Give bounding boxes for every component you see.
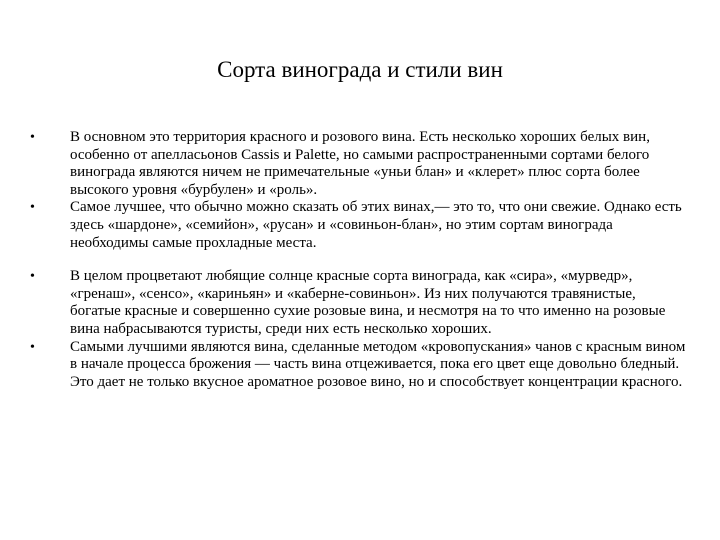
bullet-text: Самыми лучшими являются вина, сделанные методом «кровопускания» чанов с красным вином в начале процесса брожения — часть вина отцеживается, пока его цвет еще довольно бледный. Это дает не только вкусное ароматное розовое вино, но и способствует концентрации красного.	[70, 338, 686, 390]
bullet-item	[30, 199, 690, 252]
bullet-text: В целом процветают любящие солнце красные сорта винограда, как «сира», «мурведр», «гренаш», «сенсо», «кариньян» и «каберне-совиньон». Из них получаются травянистые, богатые красные и совершенно сухие розовые вина, и несмотря на то что именно на розовые вина набрасываются туристы, среди них есть несколько хороших.	[70, 268, 666, 337]
bullet-text: В основном это территория красного и розового вина. Есть несколько хороших белых вин, особенно от апелласьонов Cassis и Palette, но самыми распространенными сортами белого винограда являются ничем не примечательные «уньи блан» и «клерет» плюс сорта более высокого уровня «бурбулен» и «роль».	[70, 129, 650, 198]
slide-title: Сорта винограда и стили вин	[217, 57, 503, 82]
bullet-dot: •	[30, 339, 35, 355]
bullet-list	[30, 129, 690, 391]
bullet-dot: •	[30, 200, 35, 216]
bullet-item	[30, 339, 690, 392]
bullet-text: Самое лучшее, что обычно можно сказать об этих винах,— это то, что они свежие. Однако есть здесь «шардоне», «семийон», «русан» и «совиньон-блан», но этим сортам винограда необходимы самые прохладные места.	[70, 199, 682, 251]
bullet-dot: •	[30, 269, 35, 285]
bullet-dot: •	[30, 130, 35, 145]
bullet-item	[30, 268, 690, 338]
bullet-item	[30, 129, 690, 199]
